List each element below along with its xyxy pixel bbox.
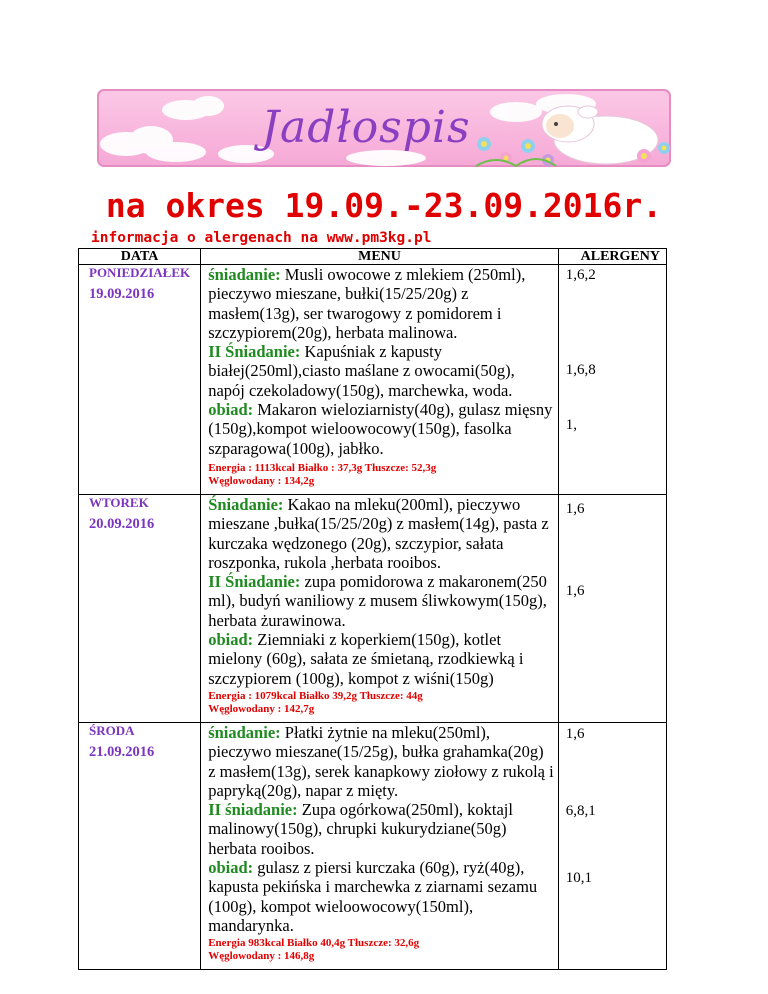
date-cell	[79, 494, 201, 722]
meal-text: Musli owocowe z mlekiem (250ml), pieczywo mieszane, bułki(15/25/20g) z masłem(13g), ser twarogowy z pomidorem i szczypiorem(20g), herbata malinowa.	[208, 265, 526, 342]
allergen-value: 6,8,1	[565, 802, 596, 819]
meal-label: II Śniadanie:	[208, 572, 301, 592]
nutrition-line: Energia 983kcal Białko 40,4g Tłuszcze: 32,6g	[208, 937, 420, 950]
meal-breakfast	[208, 723, 554, 800]
banner-title: Jadłospis	[261, 102, 471, 153]
meal-breakfast	[208, 495, 554, 572]
allergens-cell	[558, 494, 666, 722]
meal-label: śniadanie:	[208, 265, 281, 284]
header-allergens: ALERGENY	[558, 249, 666, 265]
meal-lunch	[208, 858, 554, 935]
menu-cell	[201, 265, 559, 495]
header-date: DATA	[79, 249, 201, 265]
nutrition-carbs: Węglowodany : 146,8g	[208, 950, 315, 963]
meal-label: śniadanie:	[208, 722, 281, 742]
nutrition-carbs: Węglowodany : 134,2g	[208, 474, 315, 487]
allergen-value: 1,6,8	[565, 362, 596, 378]
meal-second-breakfast	[208, 342, 554, 400]
meal-second-breakfast	[208, 572, 554, 630]
meal-second-breakfast	[208, 800, 554, 858]
date-cell	[79, 722, 201, 969]
meal-text: Zupa ogórkowa(250ml), koktajl malinowy(150g), chrupki kukurydziane(50g) herbata rooibos.	[208, 800, 513, 858]
table-header-row	[79, 249, 667, 265]
table-row	[79, 265, 667, 495]
meal-text: zupa pomidorowa z makaronem(250 ml), budyń waniliowy z musem śliwkowym(150g), herbata żurawinowa.	[208, 572, 547, 630]
meal-lunch	[208, 630, 554, 688]
meal-text: Kapuśniak z kapusty białej(250ml),ciasto maślane z owocami(50g), napój czekoladowy(150g), marchewka, woda.	[208, 342, 515, 400]
day-name: ŚRODA	[89, 722, 135, 738]
meal-label: Śniadanie:	[208, 494, 284, 514]
meal-breakfast	[208, 265, 554, 342]
allergen-value: 1,6	[565, 582, 585, 599]
meal-text: gulasz z piersi kurczaka (60g), ryż(40g), kapusta pekińska i marchewka z ziarnami sezamu (100g), kompot wieloowocowy(150ml), mandarynka.	[208, 858, 538, 935]
day-date: 21.09.2016	[89, 743, 155, 760]
menu-cell	[201, 722, 559, 969]
allergens-cell	[558, 265, 666, 495]
nutrition-line: Energia : 1079kcal Białko 39,2g Tłuszcze: 44g	[208, 689, 423, 702]
period-heading: na okres 19.09.-23.09.2016r.	[105, 186, 663, 225]
meal-label: II Śniadanie:	[208, 342, 301, 362]
nutrition-carbs: Węglowodany : 142,7g	[208, 702, 315, 715]
day-name: WTOREK	[89, 494, 149, 510]
allergens-cell	[558, 722, 666, 969]
meal-label: obiad:	[208, 400, 254, 420]
meal-label: obiad:	[208, 630, 254, 650]
meal-label: II śniadanie:	[208, 800, 298, 820]
meal-text: Płatki żytnie na mleku(250ml), pieczywo mieszane(15/25g), bułka grahamka(20g) z masłem(13g), serek kanapkowy ziołowy z rukolą i papryką(20g), napar z mięty.	[208, 722, 554, 800]
menu-table	[78, 248, 667, 970]
day-name: PONIEDZIAŁEK	[89, 265, 191, 280]
day-date: 19.09.2016	[89, 286, 155, 302]
allergen-value: 1,6	[565, 725, 585, 742]
menu-cell	[201, 494, 559, 722]
allergen-value: 1,6	[565, 500, 585, 517]
header-menu: MENU	[201, 249, 559, 265]
meal-lunch	[208, 400, 554, 458]
table-row	[79, 494, 667, 722]
allergen-info-link[interactable]: informacja o alergenach na www.pm3kg.pl	[91, 230, 432, 246]
date-cell	[79, 265, 201, 495]
meal-text: Makaron wieloziarnisty(40g), gulasz mięsny (150g),kompot wieloowocowy(150g), fasolka szparagowa(100g), jabłko.	[208, 400, 553, 458]
allergen-value: 10,1	[565, 869, 593, 886]
table-row	[79, 722, 667, 969]
meal-text: Kakao na mleku(200ml), pieczywo mieszane ,bułka(15/25/20g) z masłem(14g), pasta z kurczaka wędzonego (20g), szczypior, sałata roszponka, rukola ,herbata rooibos.	[208, 494, 549, 572]
meal-label: obiad:	[208, 858, 254, 878]
meal-text: Ziemniaki z koperkiem(150g), kotlet mielony (60g), sałata ze śmietaną, rzodkiewką i szczypiorem (100g), kompot z wiśni(150g)	[208, 630, 524, 688]
day-date: 20.09.2016	[89, 515, 155, 532]
title-banner	[96, 88, 672, 172]
nutrition-line: Energia : 1113kcal Białko : 37,3g Tłuszcze: 52,3g	[208, 461, 437, 474]
allergen-value: 1,	[565, 417, 578, 433]
allergen-value: 1,6,2	[565, 267, 596, 283]
